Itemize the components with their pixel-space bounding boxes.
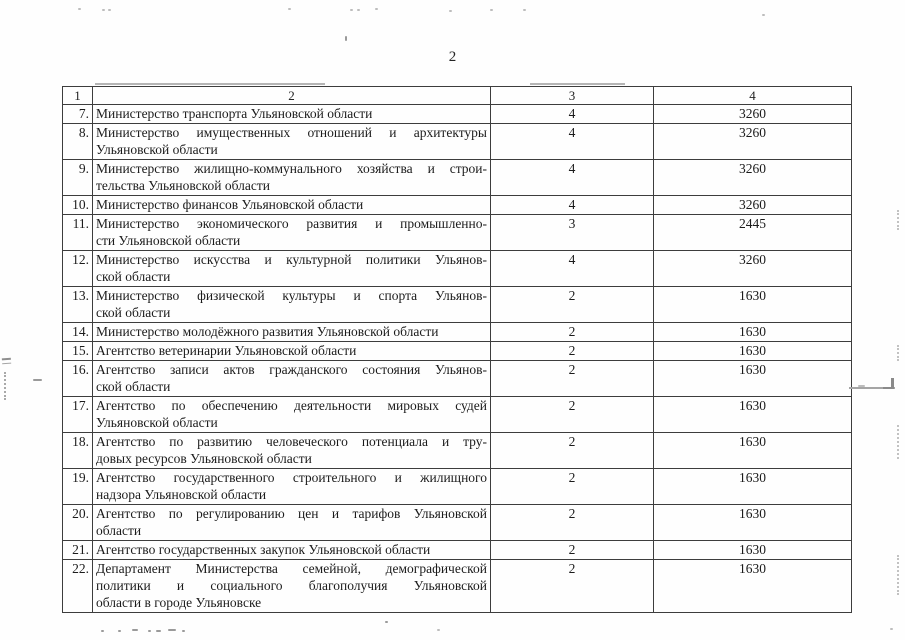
table-body bbox=[63, 105, 852, 613]
amount-cell: 1630 bbox=[654, 397, 852, 433]
org-name-line: тельства Ульяновской области bbox=[96, 178, 270, 193]
org-name-line: Министерство молодёжного развития Ульяновской области bbox=[96, 324, 439, 339]
scan-artifact bbox=[288, 8, 291, 10]
amount-cell: 1630 bbox=[654, 361, 852, 397]
scan-artifact bbox=[182, 630, 185, 632]
page-number: 2 bbox=[448, 49, 457, 65]
org-name-cell bbox=[93, 160, 491, 196]
count-cell: 3 bbox=[491, 215, 654, 251]
table-row bbox=[63, 541, 852, 560]
org-name-cell bbox=[93, 560, 491, 613]
org-name-line: Министерство финансов Ульяновской области bbox=[96, 197, 364, 212]
org-name-line: ской области bbox=[96, 305, 171, 320]
row-number-cell: 18. bbox=[63, 433, 93, 469]
table-row bbox=[63, 160, 852, 196]
amount-cell: 3260 bbox=[654, 251, 852, 287]
scan-artifact bbox=[108, 9, 111, 11]
org-name-line: Агентство ветеринарии Ульяновской области bbox=[96, 343, 357, 358]
table-row bbox=[63, 323, 852, 342]
org-name-line: Агентство по обеспечению деятельности мировых судей bbox=[96, 398, 487, 413]
table-row bbox=[63, 124, 852, 160]
org-name-cell bbox=[93, 215, 491, 251]
row-number-cell: 13. bbox=[63, 287, 93, 323]
org-name-line: Министерство жилищно-коммунального хозяйства и строи- bbox=[96, 161, 487, 176]
org-name-line: Агентство по развитию человеческого потенциала и тру- bbox=[96, 434, 487, 449]
org-name-cell bbox=[93, 287, 491, 323]
count-cell: 2 bbox=[491, 541, 654, 560]
row-number-cell: 11. bbox=[63, 215, 93, 251]
table-row bbox=[63, 342, 852, 361]
org-name-line: Министерство искусства и культурной политики Ульянов- bbox=[96, 252, 487, 267]
count-cell: 2 bbox=[491, 560, 654, 613]
org-name-line: Агентство государственных закупок Ульяновской области bbox=[96, 542, 431, 557]
scan-artifact bbox=[375, 8, 378, 10]
row-number-cell: 17. bbox=[63, 397, 93, 433]
amount-cell: 3260 bbox=[654, 196, 852, 215]
table-row bbox=[63, 105, 852, 124]
org-name-line: Ульяновской области bbox=[96, 142, 218, 157]
table-row bbox=[63, 433, 852, 469]
org-name-line: Агентство по регулированию цен и тарифов Ульяновской bbox=[96, 506, 487, 521]
count-cell: 2 bbox=[491, 342, 654, 361]
scan-artifact bbox=[168, 629, 176, 631]
org-name-line: Министерство транспорта Ульяновской области bbox=[96, 106, 373, 121]
org-name-line: Министерство имущественных отношений и архитектуры bbox=[96, 125, 487, 140]
scan-artifact bbox=[357, 9, 360, 11]
org-name-line: Департамент Министерства семейной, демографической bbox=[96, 561, 487, 576]
org-name-cell bbox=[93, 124, 491, 160]
scan-artifact bbox=[2, 358, 11, 365]
scan-artifact bbox=[897, 555, 899, 595]
row-number-cell: 20. bbox=[63, 505, 93, 541]
org-name-line: политики и социального благополучия Ульяновской bbox=[96, 578, 487, 593]
scan-artifact bbox=[890, 628, 893, 630]
row-number-cell: 14. bbox=[63, 323, 93, 342]
table-header-row bbox=[63, 87, 852, 105]
count-cell: 2 bbox=[491, 287, 654, 323]
org-name-line: Министерство экономического развития и промышленно- bbox=[96, 216, 487, 231]
scan-artifact bbox=[897, 210, 899, 230]
scan-artifact bbox=[345, 36, 347, 41]
amount-cell: 1630 bbox=[654, 342, 852, 361]
count-cell: 2 bbox=[491, 433, 654, 469]
scan-artifact bbox=[102, 9, 105, 11]
scan-artifact bbox=[350, 9, 353, 11]
org-name-cell bbox=[93, 505, 491, 541]
org-name-cell bbox=[93, 251, 491, 287]
row-number-cell: 19. bbox=[63, 469, 93, 505]
table-row bbox=[63, 196, 852, 215]
org-name-line: Агентство государственного строительного и жилищного bbox=[96, 470, 487, 485]
org-name-line: надзора Ульяновской области bbox=[96, 487, 267, 502]
scan-artifact bbox=[762, 14, 765, 16]
count-cell: 2 bbox=[491, 397, 654, 433]
count-cell: 4 bbox=[491, 105, 654, 124]
org-name-line: сти Ульяновской области bbox=[96, 233, 241, 248]
table-row bbox=[63, 560, 852, 613]
amount-cell: 1630 bbox=[654, 433, 852, 469]
scan-artifact bbox=[449, 10, 452, 12]
org-name-line: области bbox=[96, 523, 142, 538]
count-cell: 4 bbox=[491, 160, 654, 196]
row-number-cell: 10. bbox=[63, 196, 93, 215]
column-header-3: 3 bbox=[491, 87, 654, 105]
table-row bbox=[63, 505, 852, 541]
column-header-1: 1 bbox=[63, 87, 93, 105]
amount-cell: 3260 bbox=[654, 124, 852, 160]
org-name-cell bbox=[93, 196, 491, 215]
row-number-cell: 21. bbox=[63, 541, 93, 560]
scan-artifact bbox=[849, 387, 895, 389]
org-name-cell bbox=[93, 541, 491, 560]
org-name-cell bbox=[93, 433, 491, 469]
row-number-cell: 16. bbox=[63, 361, 93, 397]
scan-artifact bbox=[132, 629, 138, 631]
row-number-cell: 7. bbox=[63, 105, 93, 124]
org-name-line: довых ресурсов Ульяновской области bbox=[96, 451, 312, 466]
column-header-2: 2 bbox=[93, 87, 491, 105]
table-row bbox=[63, 361, 852, 397]
org-name-line: Министерство физической культуры и спорта Ульянов- bbox=[96, 288, 487, 303]
amount-cell: 3260 bbox=[654, 105, 852, 124]
scan-artifact bbox=[897, 345, 899, 361]
amount-cell: 1630 bbox=[654, 469, 852, 505]
count-cell: 2 bbox=[491, 361, 654, 397]
scan-artifact bbox=[95, 83, 325, 85]
amount-cell: 1630 bbox=[654, 505, 852, 541]
count-cell: 2 bbox=[491, 505, 654, 541]
org-name-cell bbox=[93, 105, 491, 124]
org-name-cell bbox=[93, 469, 491, 505]
scan-artifact bbox=[437, 629, 440, 631]
table-row bbox=[63, 397, 852, 433]
org-name-line: Ульяновской области bbox=[96, 415, 218, 430]
row-number-cell: 8. bbox=[63, 124, 93, 160]
column-header-4: 4 bbox=[654, 87, 852, 105]
scan-artifact bbox=[33, 379, 42, 381]
scan-artifact bbox=[530, 83, 625, 85]
org-name-cell bbox=[93, 323, 491, 342]
amount-cell: 1630 bbox=[654, 323, 852, 342]
amount-cell: 2445 bbox=[654, 215, 852, 251]
table-row bbox=[63, 215, 852, 251]
staffing-table bbox=[62, 86, 852, 613]
table-row bbox=[63, 251, 852, 287]
row-number-cell: 12. bbox=[63, 251, 93, 287]
scan-artifact bbox=[858, 385, 865, 387]
org-name-cell bbox=[93, 397, 491, 433]
scan-artifact bbox=[148, 630, 151, 632]
scan-artifact bbox=[101, 630, 104, 632]
scan-artifact bbox=[156, 630, 161, 632]
org-name-cell bbox=[93, 342, 491, 361]
scan-artifact bbox=[897, 425, 899, 459]
table-row bbox=[63, 287, 852, 323]
scan-artifact bbox=[883, 378, 894, 389]
amount-cell: 3260 bbox=[654, 160, 852, 196]
count-cell: 4 bbox=[491, 124, 654, 160]
org-name-cell bbox=[93, 361, 491, 397]
row-number-cell: 22. bbox=[63, 560, 93, 613]
count-cell: 2 bbox=[491, 469, 654, 505]
scan-artifact bbox=[78, 8, 81, 10]
org-name-line: ской области bbox=[96, 379, 171, 394]
count-cell: 4 bbox=[491, 196, 654, 215]
org-name-line: ской области bbox=[96, 269, 171, 284]
amount-cell: 1630 bbox=[654, 560, 852, 613]
count-cell: 2 bbox=[491, 323, 654, 342]
row-number-cell: 15. bbox=[63, 342, 93, 361]
amount-cell: 1630 bbox=[654, 287, 852, 323]
scan-artifact bbox=[4, 372, 6, 400]
count-cell: 4 bbox=[491, 251, 654, 287]
scan-artifact bbox=[118, 630, 121, 632]
table-row bbox=[63, 469, 852, 505]
amount-cell: 1630 bbox=[654, 541, 852, 560]
org-name-line: области в городе Ульяновске bbox=[96, 595, 262, 610]
scan-artifact bbox=[523, 9, 526, 11]
scan-artifact bbox=[490, 9, 493, 11]
row-number-cell: 9. bbox=[63, 160, 93, 196]
scan-artifact bbox=[385, 621, 388, 623]
org-name-line: Агентство записи актов гражданского состояния Ульянов- bbox=[96, 362, 487, 377]
